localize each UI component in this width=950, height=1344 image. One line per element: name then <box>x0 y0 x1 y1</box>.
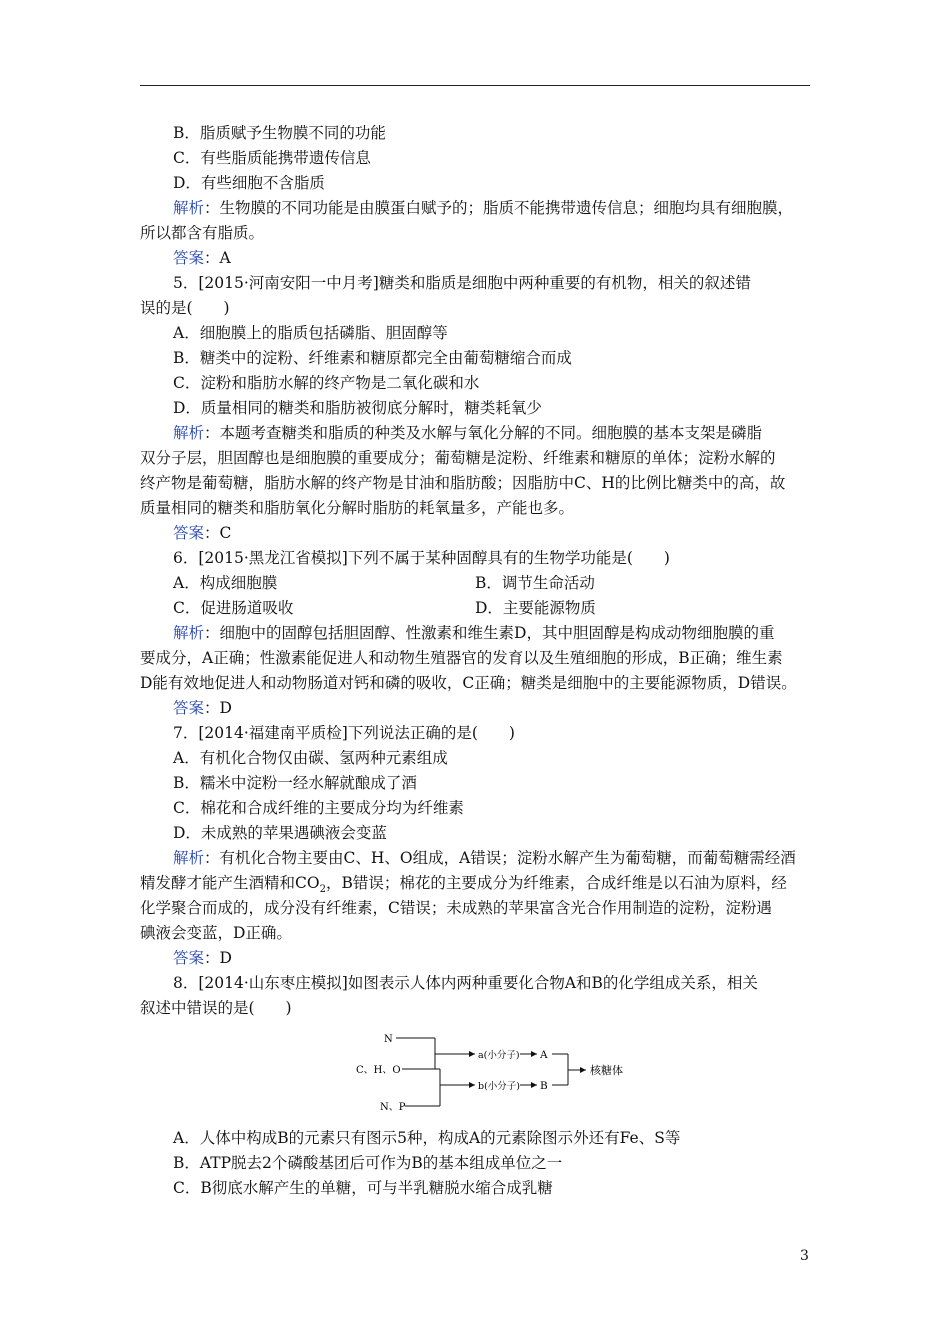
diagram-label-A: A <box>540 1049 548 1061</box>
q8-stem: 8．[2014·山东枣庄模拟]如图表示人体内两种重要化合物A和B的化学组成关系，相关 <box>173 974 758 992</box>
diagram-label-n: N <box>384 1034 393 1045</box>
analysis-label: 解析 <box>173 424 205 442</box>
q7-stem: 7．[2014·福建南平质检]下列说法正确的是( ) <box>173 724 515 742</box>
q7-answer: 答案：D <box>173 949 232 967</box>
analysis-label: 解析 <box>173 849 205 867</box>
diagram-label-ribosome: 核糖体 <box>590 1064 623 1077</box>
q5-answer: 答案：C <box>173 524 232 542</box>
q7-analysis-line: 解析：有机化合物主要由C、H、O组成，A错误；淀粉水解产生为葡萄糖，而葡萄糖需经酒 <box>173 849 796 867</box>
q5-analysis-line: 质量相同的糖类和脂肪氧化分解时脂肪的耗氧量多，产能也多。 <box>140 499 575 517</box>
diagram-label-b: b(小分子) <box>478 1081 520 1092</box>
q4-option-c: C．有些脂质能携带遗传信息 <box>173 149 371 167</box>
q6-analysis-line: 解析：细胞中的固醇包括胆固醇、性激素和维生素D，其中胆固醇是构成动物细胞膜的重 <box>173 624 775 642</box>
q4-analysis-line: 解析：生物膜的不同功能是由膜蛋白赋予的；脂质不能携带遗传信息；细胞均具有细胞膜， <box>173 199 794 217</box>
q5-analysis-line: 终产物是葡萄糖，脂肪水解的终产物是甘油和脂肪酸；因脂肪中C、H的比例比糖类中的高，故 <box>140 474 786 492</box>
q5-option-a: A．细胞膜上的脂质包括磷脂、胆固醇等 <box>173 324 448 342</box>
q6-option-d: D．主要能源物质 <box>475 599 596 617</box>
diagram-label-B: B <box>540 1080 548 1092</box>
analysis-label: 解析 <box>173 624 205 642</box>
q7-option-a: A．有机化合物仅由碳、氢两种元素组成 <box>173 749 448 767</box>
q8-option-c: C．B彻底水解产生的单糖，可与半乳糖脱水缩合成乳糖 <box>173 1179 553 1197</box>
q4-answer: 答案：A <box>173 249 231 267</box>
q6-options-row <box>173 573 853 593</box>
q6-option-b: B．调节生命活动 <box>475 574 595 592</box>
q5-option-b: B．糖类中的淀粉、纤维素和糖原都完全由葡萄糖缩合而成 <box>173 349 572 367</box>
q8-option-a: A．人体中构成B的元素只有图示5种，构成A的元素除图示外还有Fe、S等 <box>173 1129 681 1147</box>
q6-stem: 6．[2015·黑龙江省模拟]下列不属于某种固醇具有的生物学功能是( ) <box>173 549 670 567</box>
q7-analysis-line: 化学聚合而成的，成分没有纤维素，C错误；未成熟的苹果富含光合作用制造的淀粉，淀粉遇 <box>140 899 772 917</box>
q4-option-d: D．有些细胞不含脂质 <box>173 174 325 192</box>
q6-analysis-line: D能有效地促进人和动物肠道对钙和磷的吸收，C正确；糖类是细胞中的主要能源物质，D错误。 <box>140 674 797 692</box>
q5-analysis-line: 双分子层，胆固醇也是细胞膜的重要成分；葡萄糖是淀粉、纤维素和糖原的单体；淀粉水解的 <box>140 449 776 467</box>
diagram-label-cho: C、H、O <box>356 1065 401 1076</box>
answer-label: 答案 <box>173 699 205 717</box>
analysis-label: 解析 <box>173 199 205 217</box>
subscript: 2 <box>319 884 326 896</box>
q6-option-a: A．构成细胞膜 <box>173 574 278 592</box>
diagram-label-a: a(小分子) <box>478 1050 520 1061</box>
q8-option-b: B．ATP脱去2个磷酸基团后可作为B的基本组成单位之一 <box>173 1154 563 1172</box>
q4-option-b: B．脂质赋予生物膜不同的功能 <box>173 124 386 142</box>
q7-analysis-line: 碘液会变蓝，D正确。 <box>140 924 292 942</box>
q5-option-c: C．淀粉和脂肪水解的终产物是二氧化碳和水 <box>173 374 480 392</box>
q6-option-c: C．促进肠道吸收 <box>173 599 294 617</box>
diagram-label-np: N、P <box>380 1102 406 1113</box>
q7-option-c: C．棉花和合成纤维的主要成分均为纤维素 <box>173 799 464 817</box>
q6-options-row <box>173 598 853 618</box>
header-rule <box>140 85 810 86</box>
q8-diagram <box>340 1030 670 1116</box>
q5-analysis-line: 解析：本题考查糖类和脂质的种类及水解与氧化分解的不同。细胞膜的基本支架是磷脂 <box>173 424 763 442</box>
q6-analysis-line: 要成分，A正确；性激素能促进人和动物生殖器官的发育以及生殖细胞的形成，B正确；维生素 <box>140 649 783 667</box>
q7-option-b: B．糯米中淀粉一经水解就酿成了酒 <box>173 774 417 792</box>
page-number: 3 <box>800 1248 809 1264</box>
q5-option-d: D．质量相同的糖类和脂肪被彻底分解时，糖类耗氧少 <box>173 399 542 417</box>
q8-stem: 叙述中错误的是( ) <box>140 999 292 1017</box>
q7-analysis-line: 精发酵才能产生酒精和$CO_2$，B错误；棉花的主要成分为纤维素，合成纤维是以石油为原料，经 <box>140 874 787 896</box>
q5-stem: 5．[2015·河南安阳一中月考]糖类和脂质是细胞中两种重要的有机物，相关的叙述错 <box>173 274 751 292</box>
q7-option-d: D．未成熟的苹果遇碘液会变蓝 <box>173 824 387 842</box>
answer-label: 答案 <box>173 949 205 967</box>
q4-analysis-line: 所以都含有脂质。 <box>140 224 265 242</box>
q5-stem: 误的是( ) <box>140 299 230 317</box>
q6-answer: 答案：D <box>173 699 232 717</box>
answer-label: 答案 <box>173 249 205 267</box>
answer-label: 答案 <box>173 524 205 542</box>
